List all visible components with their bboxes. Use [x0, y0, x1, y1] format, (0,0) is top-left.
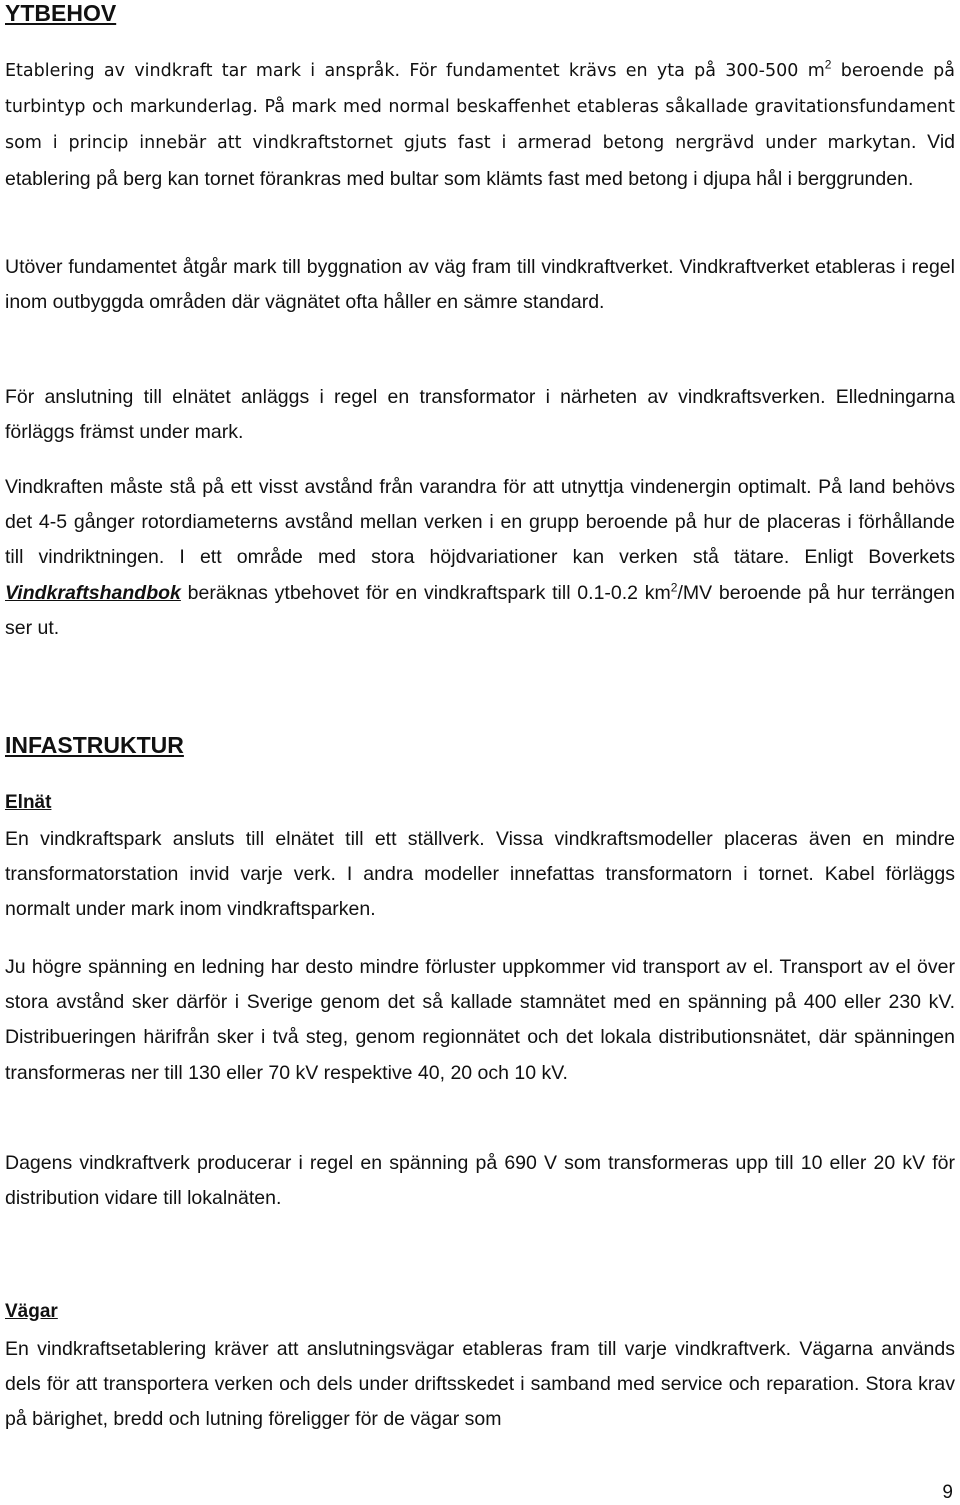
- paragraph-anslutning: För anslutning till elnätet anläggs i regel en transformator i närheten av vindkraftsverken. Elledningarna förläggs främst under mark.: [5, 386, 955, 444]
- paragraph-fundament-start: Etablering av vindkraft tar mark i anspråk. För fundamentet krävs en yta på 300-500 m: [5, 61, 825, 81]
- subsection-title-elnat: Elnät: [5, 792, 52, 813]
- paragraph-vag: Utöver fundamentet åtgår mark till byggnation av väg fram till vindkraftverket. Vindkraftverket etableras i regel inom outbyggda områden där vägnätet ofta håller en sämre standard.: [5, 256, 955, 314]
- superscript-squared: 2: [670, 580, 678, 595]
- paragraph-avstand-end: /MV beroende på hur terrängen ser ut.: [5, 581, 955, 639]
- paragraph-fundament: [5, 53, 955, 197]
- superscript-squared: 2: [824, 57, 832, 72]
- paragraph-fundament-middle: beroende på turbintyp och markunderlag. På mark med normal beskaffenhet etableras såkallade gravitationsfundament som i princip innebär att vindkraftstornet gjuts fast i armerad betong nergrävd under markytan: [5, 61, 955, 154]
- book-title-vindkraftshandbok: Vindkraftshandbok: [5, 581, 181, 604]
- paragraph-elnat-anslutning: En vindkraftspark ansluts till elnätet till ett ställverk. Vissa vindkraftsmodeller placeras även en mindre transformatorstation invid varje verk. I andra modeller innefattas transformatorn i tornet. Kabel förläggs normalt under mark inom vindkraftsparken.: [5, 828, 955, 921]
- subsection-title-vagar: Vägar: [5, 1301, 58, 1322]
- paragraph-elnat-spanning: Ju högre spänning en ledning har desto mindre förluster uppkommer vid transport av el. Transport av el över stora avstånd sker därför i Sverige genom det så kallade stamnätet med en spänning på 400 eller 230 kV. Distribueringen härifrån sker i två steg, genom regionnätet och det lokala distributionsnätet, där spänningen transformeras ner till 130 eller 70 kV respektive 40, 20 och 10 kV.: [5, 956, 955, 1084]
- paragraph-elnat-produktion: Dagens vindkraftverk producerar i regel en spänning på 690 V som transformeras upp till 10 eller 20 kV för distribution vidare till lokalnäten.: [5, 1152, 955, 1210]
- paragraph-avstand: [5, 470, 955, 646]
- paragraph-fundament-end: . Vid etablering på berg kan tornet förankras med bultar som klämts fast med betong i djupa hål i berggrunden.: [5, 131, 955, 190]
- page-number: 9: [942, 1482, 953, 1503]
- paragraph-vagar: En vindkraftsetablering kräver att anslutningsvägar etableras fram till varje vindkraftverk. Vägarna används dels för att transportera verken och dels under driftsskedet i samband med service och reparation. Stora krav på bärighet, bredd och lutning föreligger för de vägar som: [5, 1338, 955, 1431]
- section-title-ytbehov: YTBEHOV: [5, 0, 117, 26]
- section-title-infrastruktur: INFASTRUKTUR: [5, 732, 184, 758]
- paragraph-avstand-middle: beräknas ytbehovet för en vindkraftspark till 0.1-0.2 km: [180, 581, 671, 604]
- paragraph-avstand-start: Vindkraften måste stå på ett visst avstånd från varandra för att utnyttja vindenergin optimalt. På land behövs det 4-5 gånger rotordiameterns avstånd mellan verken i en grupp beroende på hur de placeras i förhållande till vindriktningen. I ett område med stora höjdvariationer kan verken stå tätare. Enligt Boverkets: [5, 476, 955, 569]
